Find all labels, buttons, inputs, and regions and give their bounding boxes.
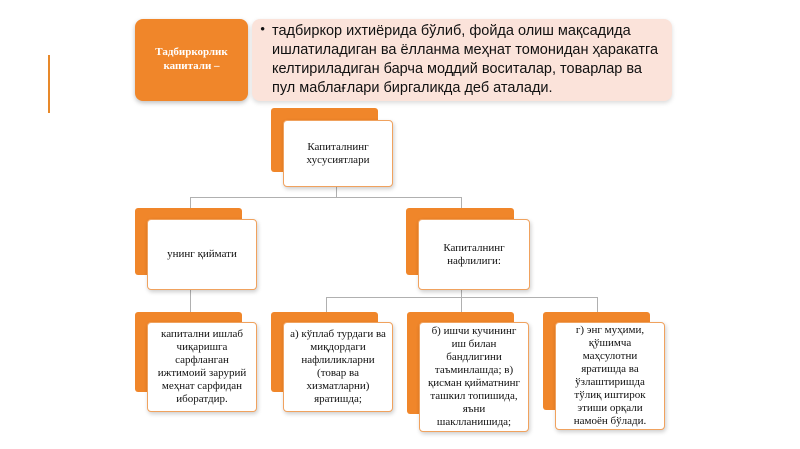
connector [190, 290, 191, 314]
right-leaf-label: б) ишчи кучининг иш билан бандлигини таъминлашда; в) қисман қийматнинг ташкил топишида, яъни шаклланишида; [427, 325, 521, 428]
definition-text: тадбиркор ихтиёрида бўлиб, фойда олиш мақсадида ишлатиладиган ва ёлланма меҳнат томонидан ҳаракатга келтириладиган барча моддий воситалар, товарлар ва пул маблағлари биргаликда деб аталади. [272, 23, 659, 96]
right-branch-node [418, 219, 530, 290]
connector [326, 297, 598, 298]
right-leaf-label: а) кўплаб турдаги ва миқдордаги нафлиликларни (товар ва хизматларни) яратишда; [290, 328, 386, 405]
definition-term-text: Тадбиркорлик капитали – [155, 46, 228, 72]
connector [190, 197, 462, 198]
right-leaf-node [283, 322, 393, 412]
accent-line [48, 55, 50, 113]
left-branch-node [147, 219, 257, 290]
left-branch-label: унинг қиймати [167, 248, 237, 260]
left-leaf-label: капитални ишлаб чиқаришга сарфланган ижтимоий зарурий меҳнат сарфидан иборатдир. [157, 328, 247, 405]
right-branch-label: Капиталнинг нафлилиги: [443, 241, 505, 267]
left-leaf-node [147, 322, 257, 412]
root-node-label: Капиталнинг хусусиятлари [306, 140, 370, 166]
definition-term [135, 19, 248, 101]
right-leaf-node [555, 322, 665, 430]
root-node [283, 120, 393, 187]
right-leaf-label: г) энг муҳими, қўшимча маҳсулотни яратишда ва ўзлаштиришда тўлиқ иштирок этиши орқали намоён бўлади. [573, 324, 647, 427]
right-leaf-node [419, 322, 529, 432]
bullet-icon: • [260, 22, 266, 38]
